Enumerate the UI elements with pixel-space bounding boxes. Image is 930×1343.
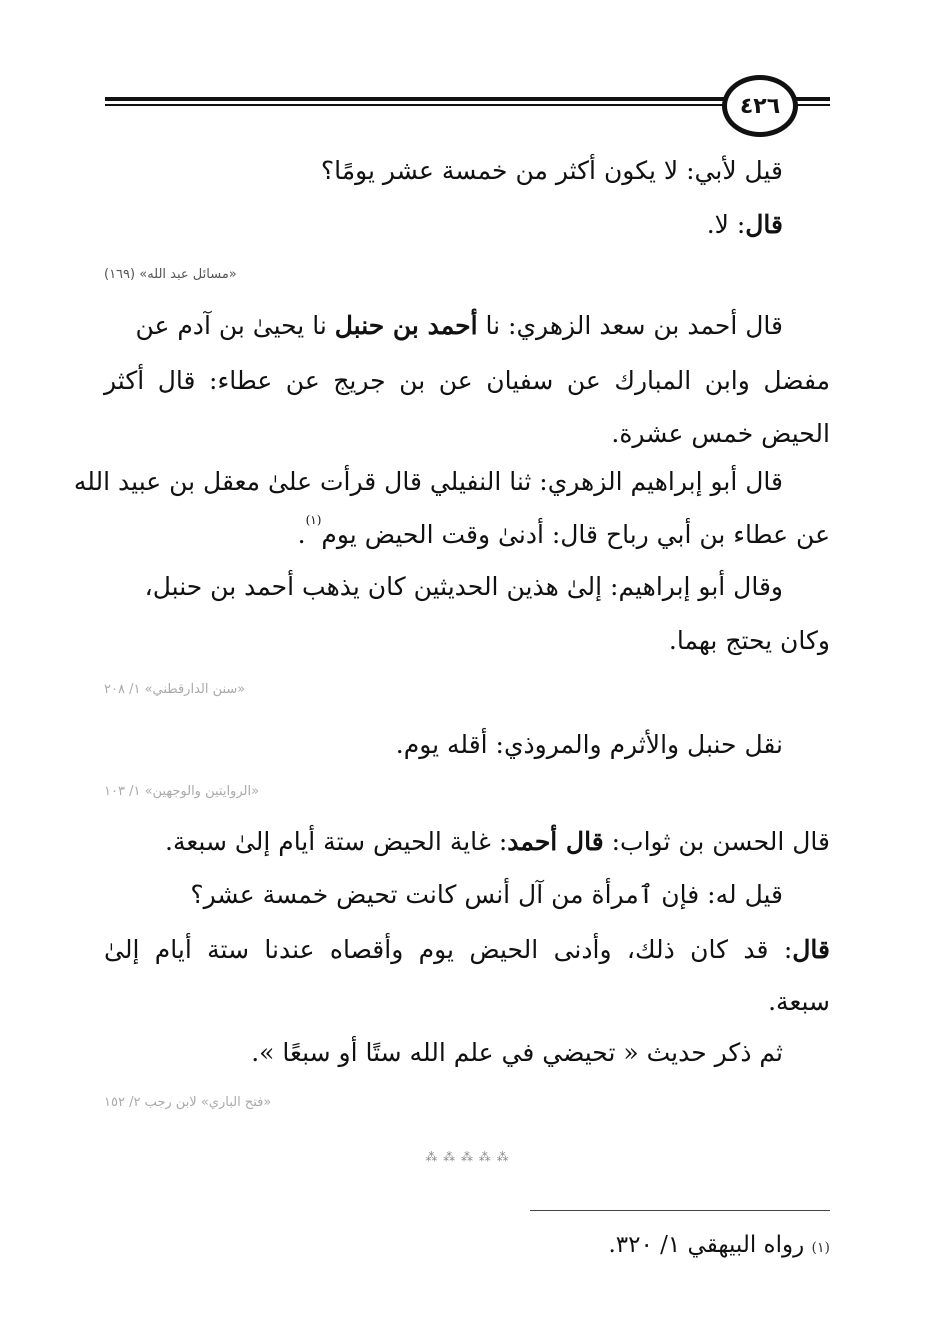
answer-label: قال bbox=[792, 935, 830, 964]
answer-label: قال bbox=[745, 210, 783, 239]
header-rule bbox=[105, 97, 830, 101]
paragraph-line bbox=[104, 937, 830, 962]
paragraph-line: الحيض خمس عشرة. bbox=[611, 419, 830, 448]
text-span: نا يحيىٰ بن آدم عن bbox=[135, 311, 335, 340]
answer-line bbox=[104, 212, 830, 237]
source-citation: «سنن الدارقطني» ١/ ٢٠٨ bbox=[104, 682, 246, 697]
source-citation: «فتح الباري» لابن رجب ٢/ ١٥٢ bbox=[104, 1095, 272, 1110]
ornament-divider: ⁂ ⁂ ⁂ ⁂ ⁂ bbox=[425, 1150, 510, 1164]
paragraph-line bbox=[104, 513, 830, 549]
text-span: . bbox=[297, 520, 306, 549]
source-citation: «الروايتين والوجهين» ١/ ١٠٣ bbox=[104, 784, 260, 799]
paragraph-line: وقال أبو إبراهيم: إلىٰ هذين الحديثين كان يذهب أحمد بن حنبل، bbox=[144, 572, 783, 601]
paragraph-line: قيل له: فإن ٱمرأة من آل أنس كانت تحيض خمسة عشر؟ bbox=[190, 880, 783, 909]
bold-name: أحمد بن حنبل bbox=[334, 311, 478, 340]
footnote-number: (١) bbox=[811, 1240, 830, 1256]
text-span: عن عطاء بن أبي رباح قال: أدنىٰ وقت الحيض يوم bbox=[321, 520, 830, 549]
answer-text: : لا. bbox=[706, 210, 746, 239]
footnote-rule bbox=[530, 1210, 830, 1211]
paragraph-line: وكان يحتج بهما. bbox=[668, 626, 830, 655]
text-span: : قد كان ذلك، وأدنى الحيض يوم وأقصاه عندنا ستة أيام إلىٰ bbox=[104, 935, 793, 964]
paragraph-line: مفضل وابن المبارك عن سفيان عن بن جريج عن عطاء: قال أكثر bbox=[104, 366, 830, 395]
bold-name: قال أحمد bbox=[507, 827, 604, 856]
text-span: : غاية الحيض ستة أيام إلىٰ سبعة. bbox=[165, 827, 508, 856]
paragraph-line bbox=[104, 313, 830, 338]
text-span: قال أحمد بن سعد الزهري: نا bbox=[477, 311, 783, 340]
paragraph-line: ثم ذكر حديث « تحيضي في علم الله ستًا أو سبعًا ». bbox=[251, 1038, 783, 1067]
source-citation: «مسائل عبد الله» (١٦٩) bbox=[104, 267, 237, 282]
footnote-text: رواه البيهقي ١/ ٣٢٠. bbox=[608, 1232, 812, 1258]
paragraph-line: قال أبو إبراهيم الزهري: ثنا النفيلي قال قرأت علىٰ معقل بن عبيد الله bbox=[73, 467, 783, 496]
page-number: ٤٢٦ bbox=[722, 75, 798, 137]
question-line: قيل لأبي: لا يكون أكثر من خمسة عشر يومًا؟ bbox=[320, 156, 783, 185]
paragraph-line bbox=[104, 829, 830, 854]
footnote-ref: (١) bbox=[305, 513, 322, 527]
paragraph-line: سبعة. bbox=[768, 987, 830, 1016]
text-span: قال الحسن بن ثواب: bbox=[603, 827, 830, 856]
paragraph-line: نقل حنبل والأثرم والمروذي: أقله يوم. bbox=[395, 730, 783, 759]
footnote bbox=[560, 1232, 830, 1258]
